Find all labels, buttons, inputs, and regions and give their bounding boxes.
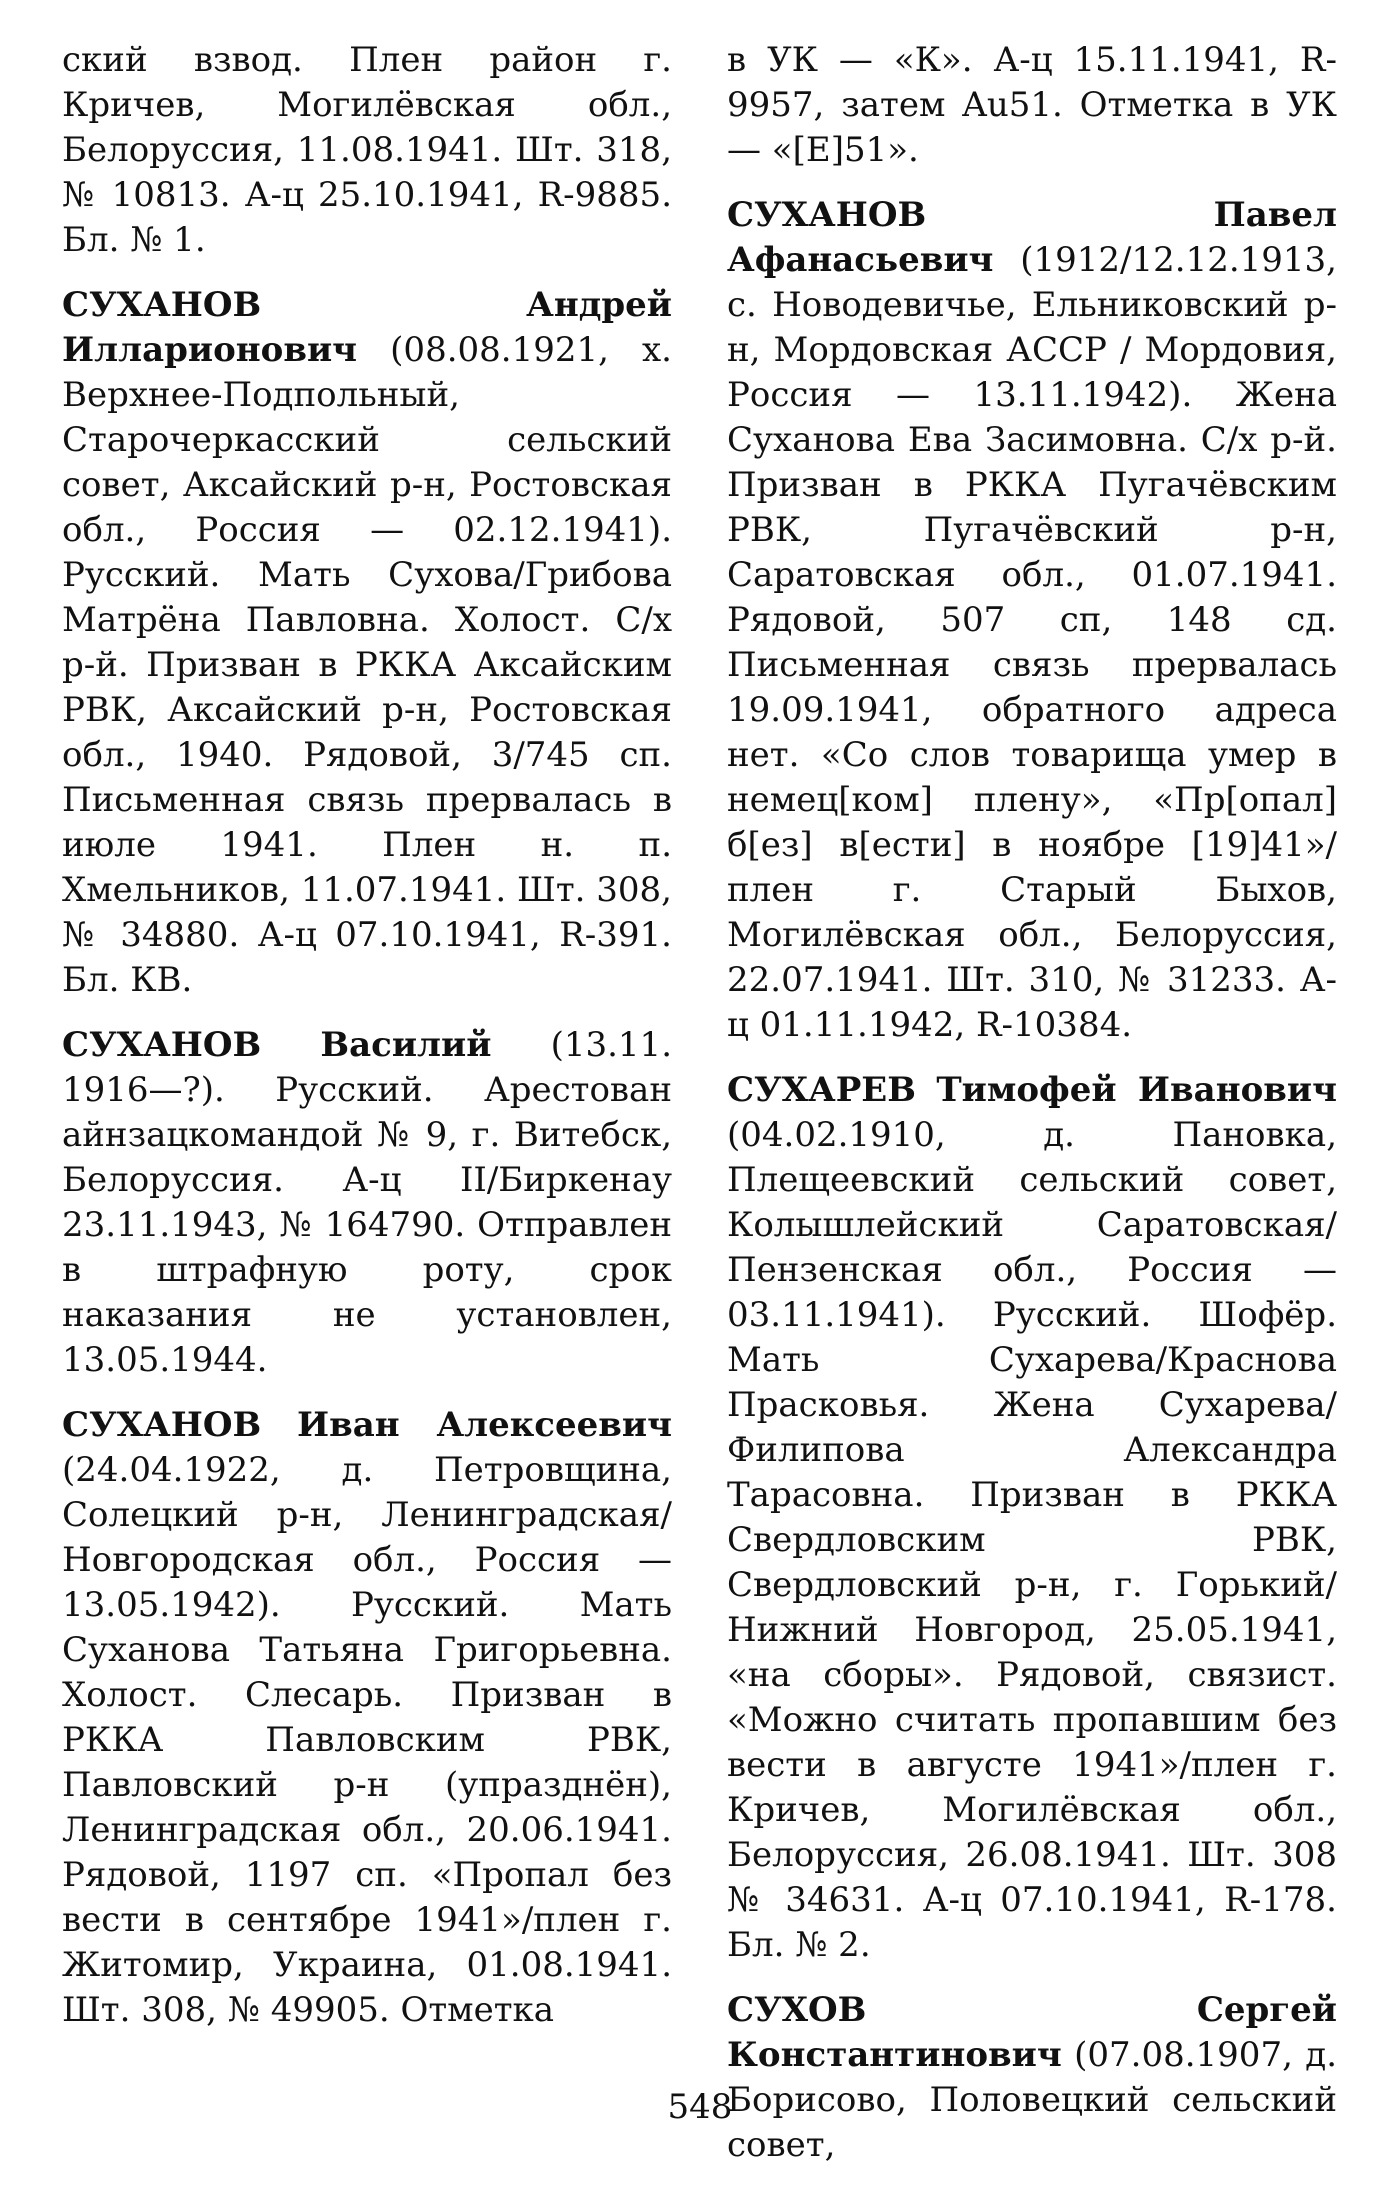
entry-pavel-sukhanov [727,193,1337,1048]
entry-surname: СУХАНОВ [62,285,262,325]
entry-surname: СУХАНОВ [727,195,927,235]
right-column [727,38,1337,2188]
page-number: 548 [667,2087,733,2127]
entry-timofei-sukharev [727,1068,1337,1968]
continuation-text: в УК — «К». А-ц 15.11.1941, R-9957, затем Au51. Отметка в УК — «[E]51». [727,40,1337,170]
entry-given-names: Павел Афанасьевич [727,195,1337,280]
entry-surname: СУХАНОВ [62,1405,262,1445]
left-column [62,38,672,2053]
entry-given-names: Андрей Илларионович [62,285,672,370]
entry-text: (07.08.1907, д. Борисово, Половецкий сельский совет, [727,2035,1337,2165]
entry-text: (04.02.1910, д. Пановка, Плещеевский сельский совет, Колышлейский Саратовская/Пензенская обл., Россия — 03.11.1941). Русский. Шофёр. Мать Сухарева/Краснова Прасковья. Жена Сухарева/Филипова Александра Тарасовна. Призван в РККА Свердловским РВК, Свердловский р-н, г. Горький/Нижний Новгород, 25.05.1941, «на сборы». Рядовой, связист. «Можно считать пропавшим без вести в августе 1941»/плен г. Кричев, Могилёвская обл., Белоруссия, 26.08.1941. Шт. 308 № 34631. А-ц 07.10.1941, R-178. Бл. № 2. [727,1115,1337,1965]
entry-text: (1912/12.12.1913, с. Новодевичье, Ельниковский р-н, Мордовская АССР / Мордовия, Россия — 13.11.1942). Жена Суханова Ева Засимовна. С/х р-й. Призван в РККА Пугачёвским РВК, Пугачёвский р-н, Саратовская обл., 01.07.1941. Рядовой, 507 сп, 148 сд. Письменная связь прервалась 19.09.1941, обратного адреса нет. «Со слов товарища умер в немец[ком] плену», «Пр[опал] б[ез] в[ести] в ноябре [19]41»/плен г. Старый Быхов, Могилёвская обл., Белоруссия, 22.07.1941. Шт. 310, № 31233. А-ц 01.11.1942, R-10384. [727,240,1337,1045]
entry-text: (24.04.1922, д. Петровщина, Солецкий р-н, Ленинградская/Новгородская обл., Россия — 13.05.1942). Русский. Мать Суханова Татьяна Григорьевна. Холост. Слесарь. Призван в РККА Павловским РВК, Павловский р-н (упразднён), Ленинградская обл., 20.06.1941. Рядовой, 1197 сп. «Пропал без вести в сентябре 1941»/плен г. Житомир, Украина, 01.08.1941. Шт. 308, № 49905. Отметка [62,1450,672,2030]
entry-sergei-sukhov [727,1988,1337,2168]
entry-vasilii-sukhanov [62,1023,672,1383]
continuation-text: ский взвод. Плен район г. Кричев, Могилёвская обл., Белоруссия, 11.08.1941. Шт. 318, № 10813. А-ц 25.10.1941, R-9885. Бл. № 1. [62,40,672,260]
entry-ivan-sukhanov [62,1403,672,2033]
entry-given-names: Иван Алексеевич [296,1405,672,1445]
entry-text: (08.08.1921, х. Верхнее-Подпольный, Старочеркасский сельский совет, Аксайский р-н, Ростовская обл., Россия — 02.12.1941). Русский. Мать Сухова/Грибова Матрёна Павловна. Холост. С/х р-й. Призван в РККА Аксайским РВК, Аксайский р-н, Ростовская обл., 1940. Рядовой, 3/745 сп. Письменная связь прервалась в июле 1941. Плен н. п. Хмельников, 11.07.1941. Шт. 308, № 34880. А-ц 07.10.1941, R-391. Бл. КВ. [62,330,672,1000]
entry-surname: СУХОВ [727,1990,867,2030]
entry-surname: СУХАРЕВ [727,1070,916,1110]
entry-andrei-sukhanov [62,283,672,1003]
entry-text: (13.11. 1916—?). Русский. Арестован айнзацкомандой № 9, г. Витебск, Белоруссия. А-ц II/Биркенау 23.11.1943, № 164790. Отправлен в штрафную роту, срок наказания не установлен, 13.05.1944. [62,1025,673,1380]
entry-given-names: Василий [320,1025,492,1065]
entry-given-names: Сергей Константинович [727,1990,1337,2075]
entry-given-names: Тимофей Иванович [936,1070,1338,1110]
entry-surname: СУХАНОВ [62,1025,262,1065]
